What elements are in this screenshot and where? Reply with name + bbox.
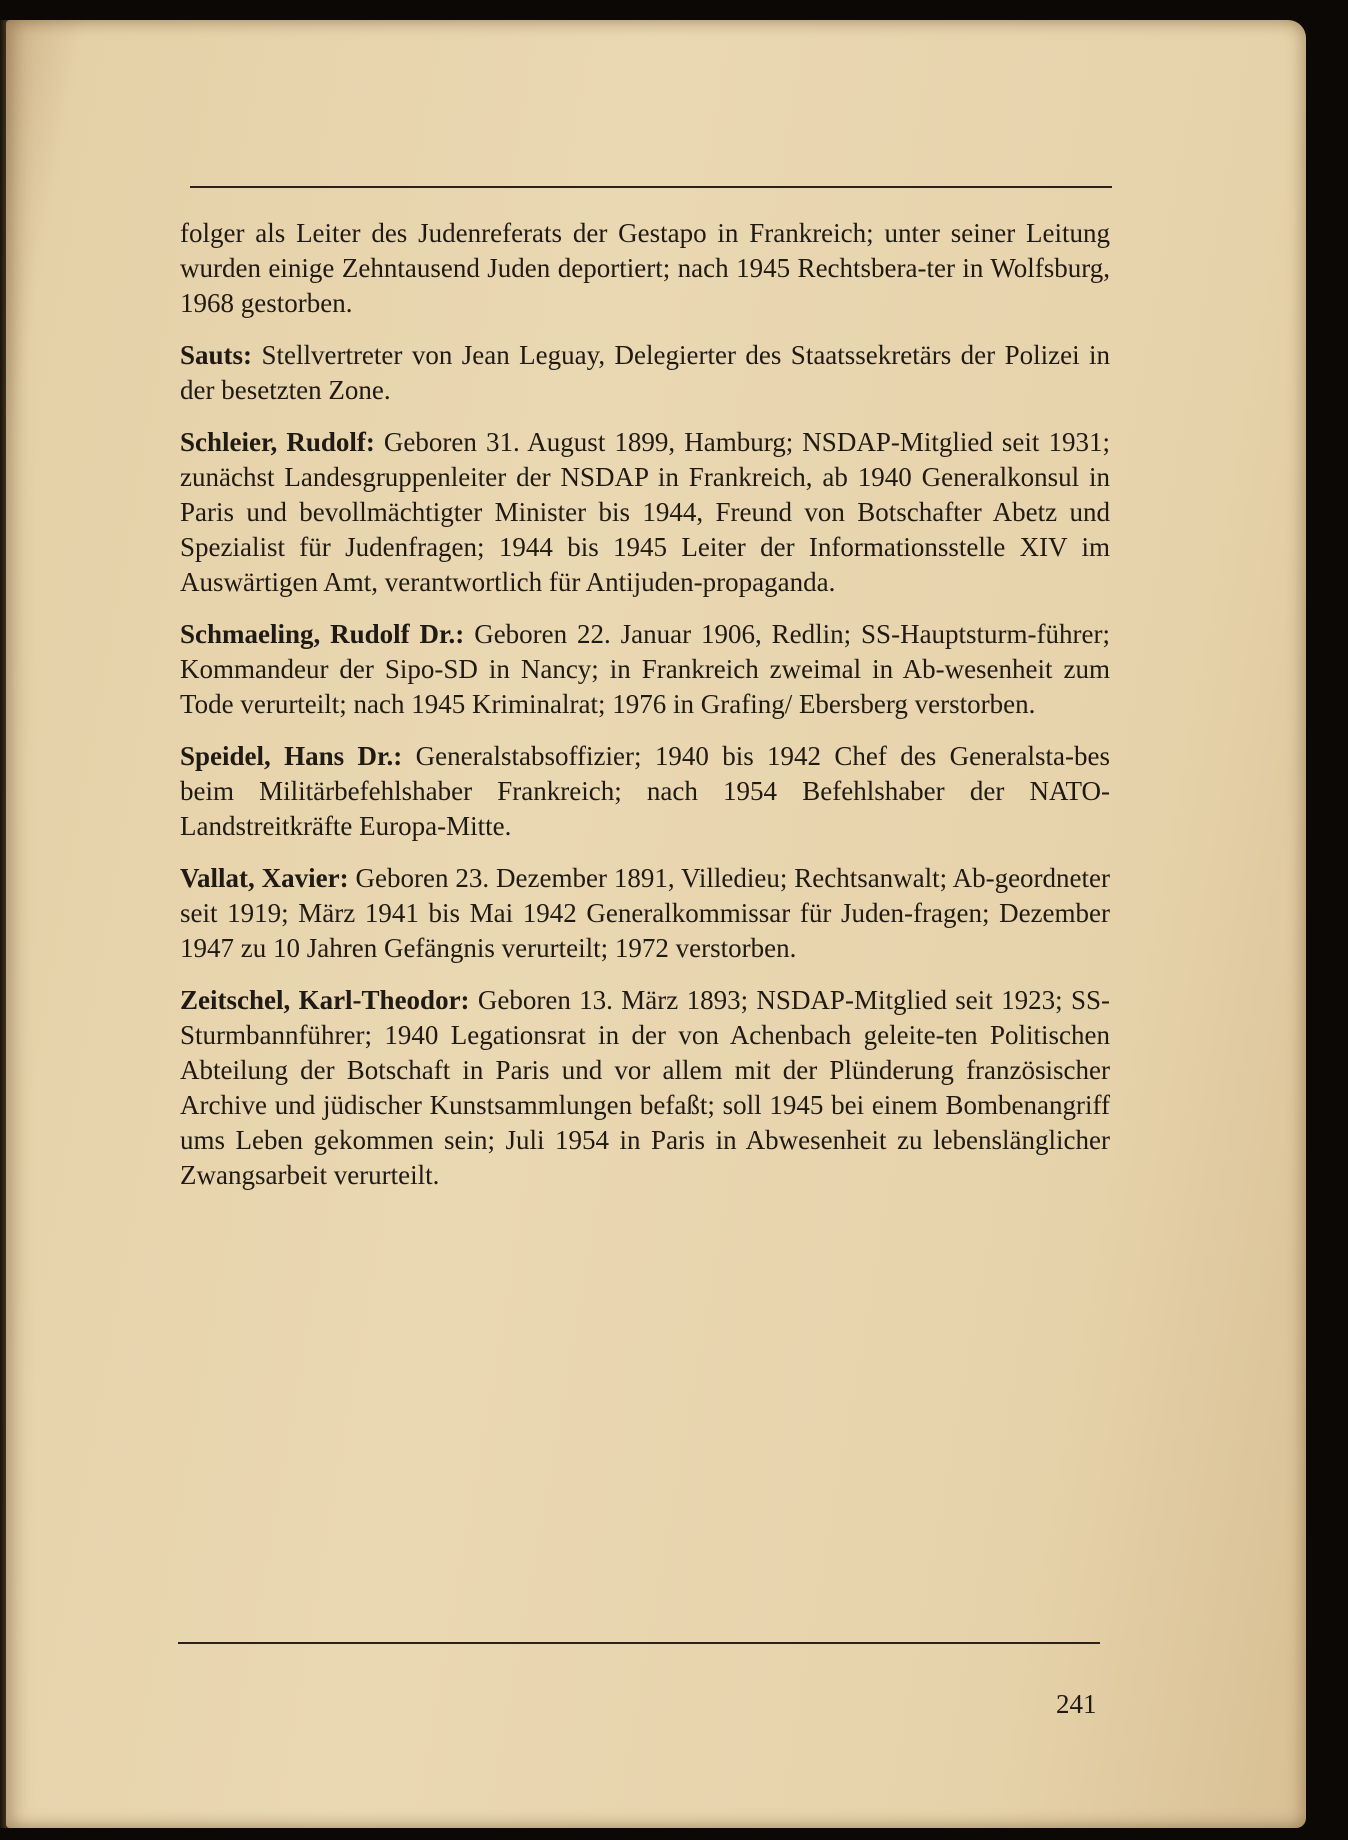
entry-schmaeling	[180, 617, 1110, 722]
entry-speidel	[180, 739, 1110, 844]
entry-name: Zeitschel, Karl-Theodor:	[180, 985, 470, 1015]
entry-name: Schleier, Rudolf:	[180, 427, 375, 457]
entry-name: Speidel, Hans Dr.:	[180, 741, 403, 771]
entry-text: Stellvertreter von Jean Leguay, Delegierter des Staatssekretärs der Polizei in der besetzten Zone.	[180, 340, 1110, 405]
book-page	[6, 20, 1306, 1828]
page-number: 241	[1056, 1689, 1097, 1719]
entry-text: Geboren 31. August 1899, Hamburg; NSDAP-Mitglied seit 1931; zunächst Landesgruppenleiter der NSDAP in Frankreich, ab 1940 Generalkonsul in Paris und bevollmächtigter Minister bis 1944, Freund von Botschafter Abetz und Spezialist für Judenfragen; 1944 bis 1945 Leiter der Informationsstelle XIV im Auswärtigen Amt, verantwortlich für Antijuden-propaganda.	[180, 427, 1110, 597]
entry-text: Geboren 22. Januar 1906, Redlin; SS-Hauptsturm-führer; Kommandeur der Sipo-SD in Nancy; in Frankreich zweimal in Ab-wesenheit zum Tode verurteilt; nach 1945 Kriminalrat; 1976 in Grafing/ Ebersberg verstorben.	[180, 619, 1111, 719]
body-text	[180, 216, 1110, 1210]
entry-vallat	[180, 861, 1110, 966]
entry-text: Geboren 13. März 1893; NSDAP-Mitglied seit 1923; SS-Sturmbannführer; 1940 Legationsrat in der von Achenbach geleite-ten Politischen Abteilung der Botschaft in Paris und vor allem mit der Plünderung französischer Archive und jüdischer Kunstsammlungen befaßt; soll 1945 bei einem Bombenangriff ums Leben gekommen sein; Juli 1954 in Paris in Abwesenheit zu lebenslänglicher Zwangsarbeit verurteilt.	[180, 985, 1110, 1190]
entry-text: Generalstabsoffizier; 1940 bis 1942 Chef des Generalsta-bes beim Militärbefehlshaber Frankreich; nach 1954 Befehlshaber der NATO-Landstreitkräfte Europa-Mitte.	[180, 741, 1110, 841]
bottom-rule-divider	[178, 1642, 1100, 1644]
entry-name: Sauts:	[180, 340, 253, 370]
entry-continuation	[180, 216, 1110, 321]
entry-sauts	[180, 338, 1110, 408]
entry-text: Geboren 23. Dezember 1891, Villedieu; Rechtsanwalt; Ab-geordneter seit 1919; März 1941 bis Mai 1942 Generalkommissar für Juden-fragen; Dezember 1947 zu 10 Jahren Gefängnis verurteilt; 1972 verstorben.	[180, 863, 1110, 963]
entry-zeitschel	[180, 983, 1110, 1193]
top-rule-divider	[190, 186, 1112, 188]
entry-name: Vallat, Xavier:	[180, 863, 349, 893]
entry-text: folger als Leiter des Judenreferats der Gestapo in Frankreich; unter seiner Leitung wurden einige Zehntausend Juden deportiert; nach 1945 Rechtsbera-ter in Wolfsburg, 1968 gestorben.	[180, 218, 1110, 318]
entry-schleier	[180, 425, 1110, 600]
entry-name: Schmaeling, Rudolf Dr.:	[180, 619, 465, 649]
